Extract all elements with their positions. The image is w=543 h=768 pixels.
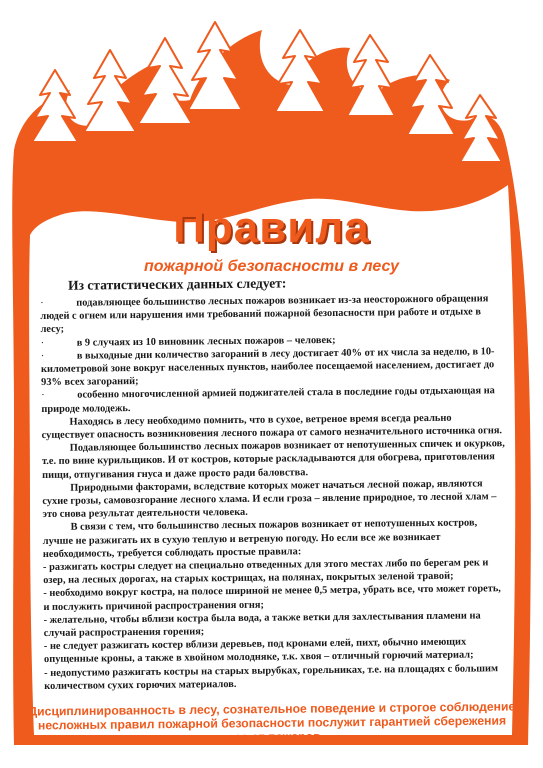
body-text (40, 273, 508, 693)
list-item (40, 292, 504, 336)
rule-item: - недопустимо разжигать костры на старых вырубках, горельниках, т.е. на площадях с большим количеством сухих горючих материалов. (44, 662, 499, 692)
spruce-tree-icon (32, 70, 78, 142)
list-item-text: в выходные дни количество загораний в лесу достигает 40% от их числа за неделю, в 10-километровой зоне вокруг населенных пунктов, наиболее посещаемой населением, достигает до 93% всех загораний; (40, 346, 495, 389)
list-item (41, 385, 505, 416)
footer-note: Дисциплинированность в лесу, сознательное поведение и строгое соблюдение несложных правил пожарной безопасности послужит гарантией сбережения леса от пожаров. (28, 699, 516, 745)
rule-item: - необходимо вокруг костра, на полосе шириной не менее 0,5 метра, убрать все, что может гореть, и послужить причиной распространения огня; (43, 583, 501, 613)
paragraph: Подавляющее большинство лесных пожаров возникает от непотушенных спичек и окурков, т.е. по вине курильщиков. И от костров, которые раскладываются для обогрева, приготовления пищи, отпугивания гнуса и даже просто ради баловства. (41, 438, 505, 481)
list-item-text: подавляющее большинство лесных пожаров возникает из-за неосторожного обращения людей с огнем или нарушения ими требований пожарной безопасности при работе и отдыхе в лесу; (40, 293, 489, 336)
bullet-dot: · (40, 297, 44, 309)
statistics-intro: Из статистических данных следует: (67, 275, 287, 293)
rule-item: - желательно, чтобы вблизи костра была вода, а также ветки для захлестывания пламени на случай распространения горения; (43, 610, 481, 640)
page-subtitle: пожарной безопасности в лесу (143, 258, 400, 275)
paragraph: Природными факторами, вследствие которых может начаться лесной пожар, являются сухие грозы, самовозгорание лесного хлама. И если гроза – явление природное, то лесной хлам – это снова результат деятельности человека. (42, 478, 497, 521)
bullet-dot: · (40, 350, 45, 362)
spruce-tree-icon (347, 35, 395, 116)
rule-item: - разжигать костры следует на специально отведенных для этого местах либо по берегам рек и озер, на лесных дорогах, на старых кострищах, на полянах, покрытых зеленой травой; (42, 557, 489, 587)
list-item-text: в 9 случаях из 10 виновник лесных пожаров – человек; (76, 334, 336, 349)
list-item (41, 345, 505, 389)
bullet-dot: · (41, 390, 45, 402)
paragraph: В связи с тем, что большинство лесных пожаров возникает от непотушенных костров, лучше не разжигать их в сухую теплую и ветреную погоду. Но если все же возникает необходимость, требуется соблюдать простые правила: (42, 517, 478, 560)
bullet-dot: · (40, 337, 45, 349)
rule-item: - не следует разжигать костер вблизи деревьев, под кронами елей, пихт, обычно имеющих опущенные кроны, а также в хвойном молодняке, т.к. хвоя – отличный горючий материал; (43, 636, 474, 666)
page-title: Правила (173, 203, 370, 252)
paragraph: Находясь в лесу необходимо помнить, что в сухое, ветреное время всегда реально существует опасность возникновения лесного пожара от самого незначительного источника огня. (41, 412, 503, 442)
list-item-text: особенно многочисленной армией поджигателей стала в последние годы отдыхающая на природе молодежь. (41, 385, 495, 415)
